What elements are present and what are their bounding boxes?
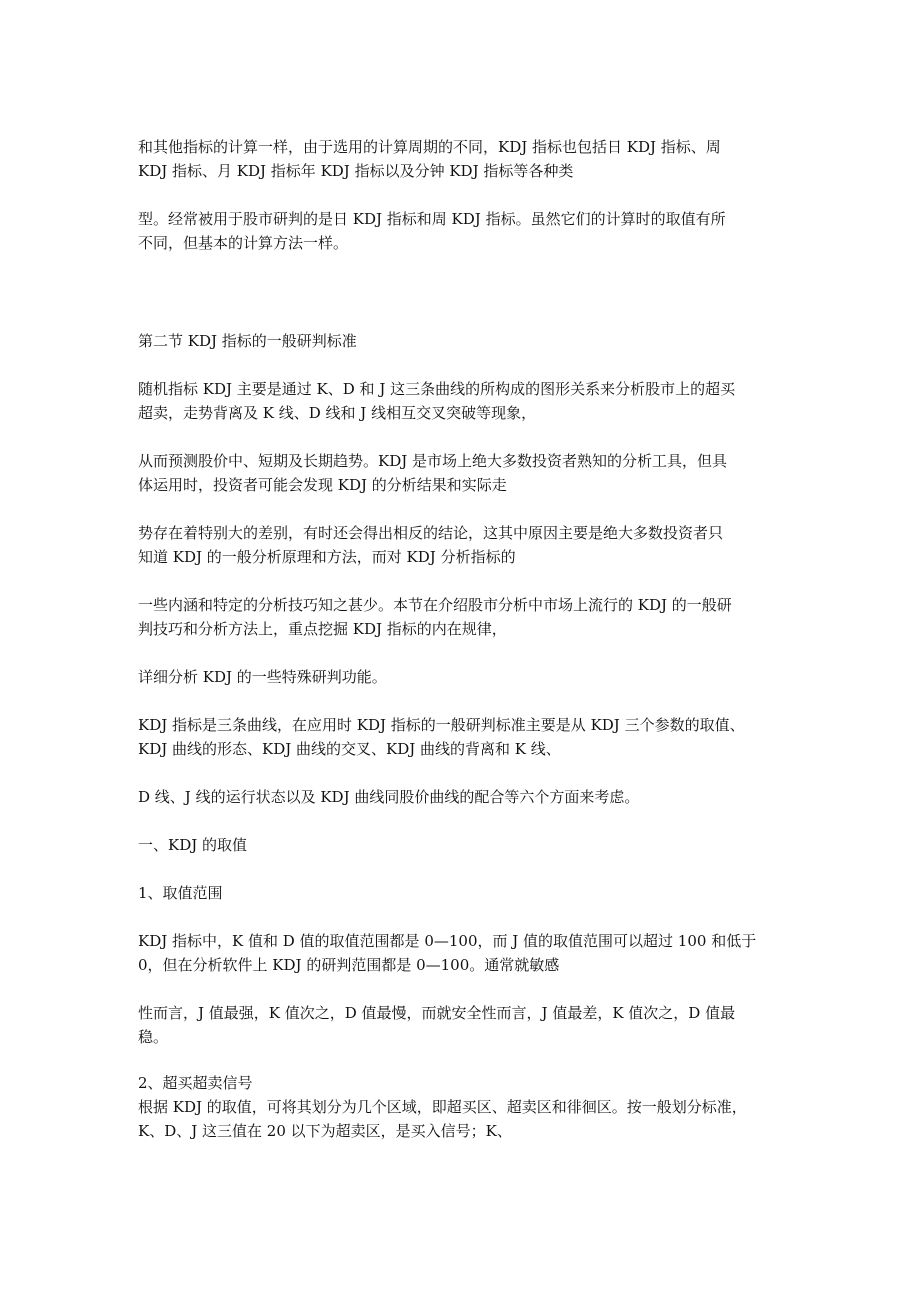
text-line-13: 判技巧和分析方法上，重点挖掘 KDJ 指标的内在规律， [138, 620, 507, 638]
text-line-8: 从而预测股价中、短期及长期趋势。KDJ 是市场上绝大多数投资者熟知的分析工具，但具 [138, 452, 728, 470]
text-line-10: 势存在着特别大的差别，有时还会得出相反的结论，这其中原因主要是绝大多数投资者只 [138, 524, 724, 542]
text-line-9: 体运用时，投资者可能会发现 KDJ 的分析结果和实际走 [138, 476, 507, 494]
text-line-25: 根据 KDJ 的取值，可将其划分为几个区域，即超买区、超卖区和徘徊区。按一般划分标准， [138, 1098, 747, 1116]
text-line-21: 0，但在分析软件上 KDJ 的研判范围都是 0—100。通常就敏感 [138, 956, 560, 974]
text-line-26: K、D、J 这三值在 20 以下为超卖区，是买入信号；K、 [138, 1122, 512, 1140]
text-line-4: 不同，但基本的计算方法一样。 [138, 234, 349, 252]
text-line-12: 一些内涵和特定的分析技巧知之甚少。本节在介绍股市分析中市场上流行的 KDJ 的一般研 [138, 596, 732, 614]
text-line-11: 知道 KDJ 的一般分析原理和方法，而对 KDJ 分析指标的 [138, 548, 516, 566]
text-line-1: 和其他指标的计算一样，由于选用的计算周期的不同，KDJ 指标也包括日 KDJ 指标、周 [138, 138, 721, 156]
text-line-15: KDJ 指标是三条曲线，在应用时 KDJ 指标的一般研判标准主要是从 KDJ 三个参数的取值、 [138, 716, 745, 734]
text-line-16: KDJ 曲线的形态、KDJ 曲线的交叉、KDJ 曲线的背离和 K 线、 [138, 740, 561, 758]
text-line-14: 详细分析 KDJ 的一些特殊研判功能。 [138, 668, 387, 686]
subheading-overbought-oversold: 2、超买超卖信号 [138, 1074, 253, 1092]
text-line-3: 型。经常被用于股市研判的是日 KDJ 指标和周 KDJ 指标。虽然它们的计算时的取值有所 [138, 210, 726, 228]
text-line-6: 随机指标 KDJ 主要是通过 K、D 和 J 这三条曲线的所构成的图形关系来分析股市上的超买 [138, 380, 736, 398]
text-line-22: 性而言，J 值最强，K 值次之，D 值最慢，而就安全性而言，J 值最差，K 值次之，D 值最 [138, 1004, 736, 1022]
text-line-23: 稳。 [138, 1028, 169, 1046]
subheading-value-range: 1、取值范围 [138, 884, 223, 902]
subheading-kdj-value: 一、KDJ 的取值 [138, 836, 248, 854]
section-heading: 第二节 KDJ 指标的一般研判标准 [138, 332, 357, 350]
text-line-7: 超卖，走势背离及 K 线、D 线和 J 线相互交叉突破等现象， [138, 404, 537, 422]
text-line-20: KDJ 指标中，K 值和 D 值的取值范围都是 0—100，而 J 值的取值范围可以超过 100 和低于 [138, 932, 757, 950]
text-line-2: KDJ 指标、月 KDJ 指标年 KDJ 指标以及分钟 KDJ 指标等各种类 [138, 162, 574, 180]
text-line-17: D 线、J 线的运行状态以及 KDJ 曲线同股价曲线的配合等六个方面来考虑。 [138, 788, 640, 806]
